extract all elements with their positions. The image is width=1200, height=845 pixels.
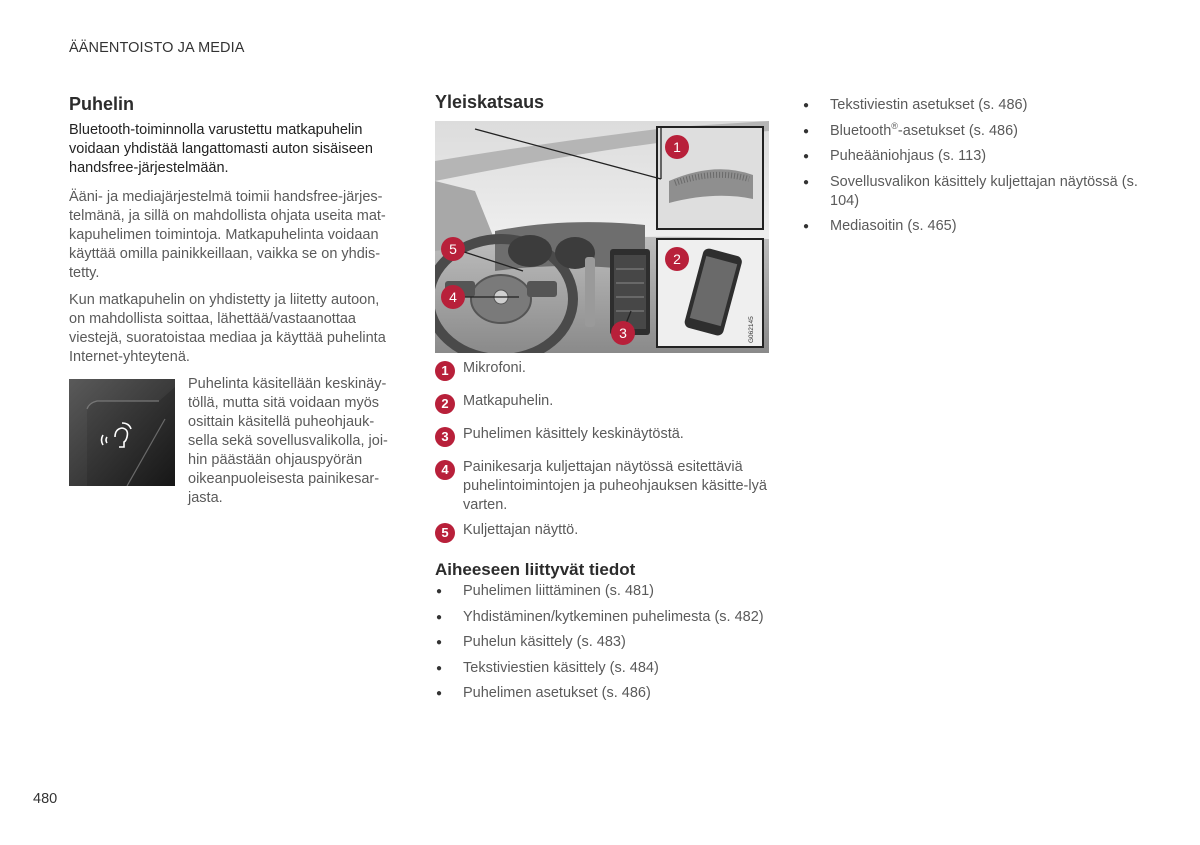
legend-item — [435, 392, 770, 411]
related-link-bluetooth[interactable] — [802, 122, 1142, 141]
related-link[interactable]: ● Puheääniohjaus (s. 113) — [802, 147, 1142, 166]
number-badge: 4 — [435, 460, 455, 480]
legend-text: Kuljettajan näyttö. — [463, 522, 579, 538]
svg-text:2: 2 — [673, 251, 681, 267]
registered-mark: ® — [891, 120, 898, 131]
intro-paragraph: Bluetooth-toiminnolla varustettu matkapuhelin voidaan yhdistää langattomasti auton sisäiseen handsfree-järjestelmään. — [69, 122, 373, 176]
legend-item — [435, 359, 770, 378]
bluetooth-rest: -asetukset (s. 486) — [897, 122, 1018, 139]
column-yleiskatsaus — [435, 92, 770, 710]
related-link[interactable]: ● Puhelimen asetukset (s. 486) — [435, 684, 770, 703]
legend-text: Mikrofoni. — [463, 360, 526, 376]
legend-item — [435, 458, 770, 515]
number-badge: 1 — [435, 361, 455, 381]
column-related-continued — [802, 92, 1142, 243]
svg-text:4: 4 — [449, 289, 457, 305]
body-paragraph-1: Ääni- ja mediajärjestelmä toimii handsfree-järjes-telmänä, ja sillä on mahdollista ohjata useita mat-kapuhelimen toimintoja. Matkapuhelinta voidaan käyttää omilla painikkeillaan, vaikka se on yhdis-tetty. — [69, 189, 386, 281]
column-puhelin — [69, 92, 399, 508]
legend-item — [435, 425, 770, 444]
voice-control-button-image — [69, 379, 175, 486]
page-header: ÄÄNENTOISTO JA MEDIA — [69, 40, 245, 56]
page-number: 480 — [33, 791, 58, 807]
svg-text:3: 3 — [619, 325, 627, 341]
number-badge: 3 — [435, 427, 455, 447]
section-title-yleiskatsaus: Yleiskatsaus — [435, 92, 545, 112]
callout-5 — [441, 237, 465, 261]
callout-4 — [441, 285, 465, 309]
related-link[interactable]: ● Puhelimen liittäminen (s. 481) — [435, 582, 770, 601]
callout-2 — [665, 247, 689, 271]
legend-text: Puhelimen käsittely keskinäytöstä. — [463, 426, 684, 442]
related-link[interactable]: ● Yhdistäminen/kytkeminen puhelimesta (s. 482) — [435, 608, 770, 627]
related-links-list — [435, 582, 770, 703]
car-interior-overview-image — [435, 121, 769, 353]
voice-button-paragraph: Puhelinta käsitellään keskinäy-töllä, mutta sitä voidaan myös osittain käsitellä puheohjauk-sella sekä sovellusvalikolla, joi-hin päästään ohjauspyörän oikeanpuoleisesta painikesar-jasta. — [188, 376, 388, 506]
overview-legend-list — [435, 359, 770, 540]
legend-item — [435, 521, 770, 540]
svg-text:5: 5 — [449, 241, 457, 257]
number-badge: 5 — [435, 523, 455, 543]
voice-button-block — [69, 375, 399, 508]
related-link[interactable]: ● Tekstiviestien käsittely (s. 484) — [435, 659, 770, 678]
related-link[interactable]: ● Tekstiviestin asetukset (s. 486) — [802, 96, 1142, 115]
related-link[interactable]: ● Mediasoitin (s. 465) — [802, 217, 1142, 236]
related-link[interactable]: ● Puhelun käsittely (s. 483) — [435, 633, 770, 652]
bluetooth-label: Bluetooth — [830, 122, 892, 139]
section-title-puhelin: Puhelin — [69, 94, 135, 114]
related-link[interactable]: ● Sovellusvalikon käsittely kuljettajan näytössä (s. 104) — [802, 173, 1142, 211]
number-badge: 2 — [435, 394, 455, 414]
related-info-title: Aiheeseen liittyvät tiedot — [435, 560, 636, 579]
body-paragraph-2: Kun matkapuhelin on yhdistetty ja liitetty autoon, on mahdollista soittaa, lähettää/vastaanottaa viestejä, suoratoistaa mediaa ja käyttää puhelinta Internet-yhteytenä. — [69, 292, 386, 365]
legend-text: Painikesarja kuljettajan näytössä esitettäviä puhelintoimintojen ja puheohjauksen käsitte-lyä varten. — [463, 459, 767, 513]
callout-3 — [611, 321, 635, 345]
svg-text:1: 1 — [673, 139, 681, 155]
legend-text: Matkapuhelin. — [463, 393, 554, 409]
callout-1 — [665, 135, 689, 159]
related-links-list-continued — [802, 96, 1142, 236]
image-code: G062145 — [748, 316, 755, 343]
